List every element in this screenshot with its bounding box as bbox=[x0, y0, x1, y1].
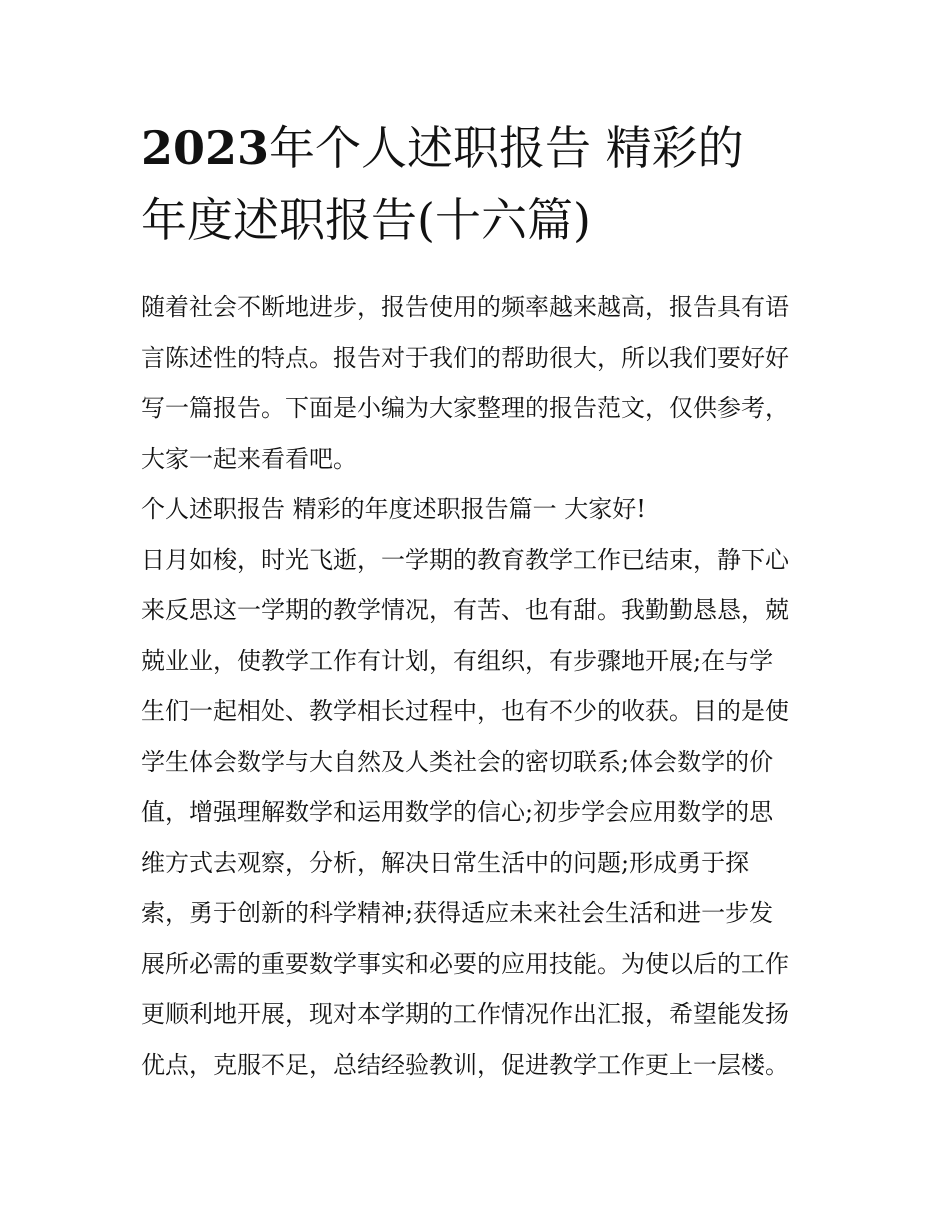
text-line: 学生体会数学与大自然及人类社会的密切联系;体会数学的价 bbox=[141, 747, 774, 776]
body-text bbox=[141, 282, 813, 1090]
text-line: 随着社会不断地进步，报告使用的频率越来越高，报告具有语 bbox=[141, 293, 789, 321]
text-line: 索，勇于创新的科学精神;获得适应未来社会生活和进一步发 bbox=[141, 899, 774, 927]
text-line: 写一篇报告。下面是小编为大家整理的报告范文，仅供参考， bbox=[141, 394, 789, 422]
text-line: 展所必需的重要数学事实和必要的应用技能。为使以后的工作 bbox=[141, 949, 789, 978]
section-heading: 个人述职报告 精彩的年度述职报告篇一 大家好! bbox=[141, 495, 646, 523]
title-year: 2023 bbox=[141, 121, 270, 175]
text-line: 言陈述性的特点。报告对于我们的帮助很大，所以我们要好好 bbox=[141, 343, 789, 372]
page-title bbox=[141, 112, 821, 256]
text-line: 更顺利地开展，现对本学期的工作情况作出汇报，希望能发扬 bbox=[141, 1000, 789, 1028]
text-line: 来反思这一学期的教学情况，有苦、也有甜。我勤勤恳恳，兢 bbox=[141, 596, 789, 624]
title-line-1 bbox=[141, 112, 821, 184]
text-line: 生们一起相处、教学相长过程中，也有不少的收获。目的是使 bbox=[141, 697, 789, 725]
text-line: 优点，克服不足，总结经验教训，促进教学工作更上一层楼。 bbox=[141, 1050, 789, 1079]
title-line-1-text: 年个人述职报告 精彩的 bbox=[269, 121, 744, 175]
text-line: 值，增强理解数学和运用数学的信心;初步学会应用数学的思 bbox=[141, 798, 774, 826]
text-line: 大家一起来看看吧。 bbox=[141, 444, 357, 473]
text-line: 维方式去观察，分析，解决日常生活中的问题;形成勇于探 bbox=[141, 848, 750, 877]
title-line-2: 年度述职报告(十六篇) bbox=[141, 193, 591, 247]
text-line: 日月如梭，时光飞逝，一学期的教育教学工作已结束，静下心 bbox=[141, 545, 789, 574]
text-line: 兢业业，使教学工作有计划，有组织，有步骤地开展;在与学 bbox=[141, 646, 774, 675]
